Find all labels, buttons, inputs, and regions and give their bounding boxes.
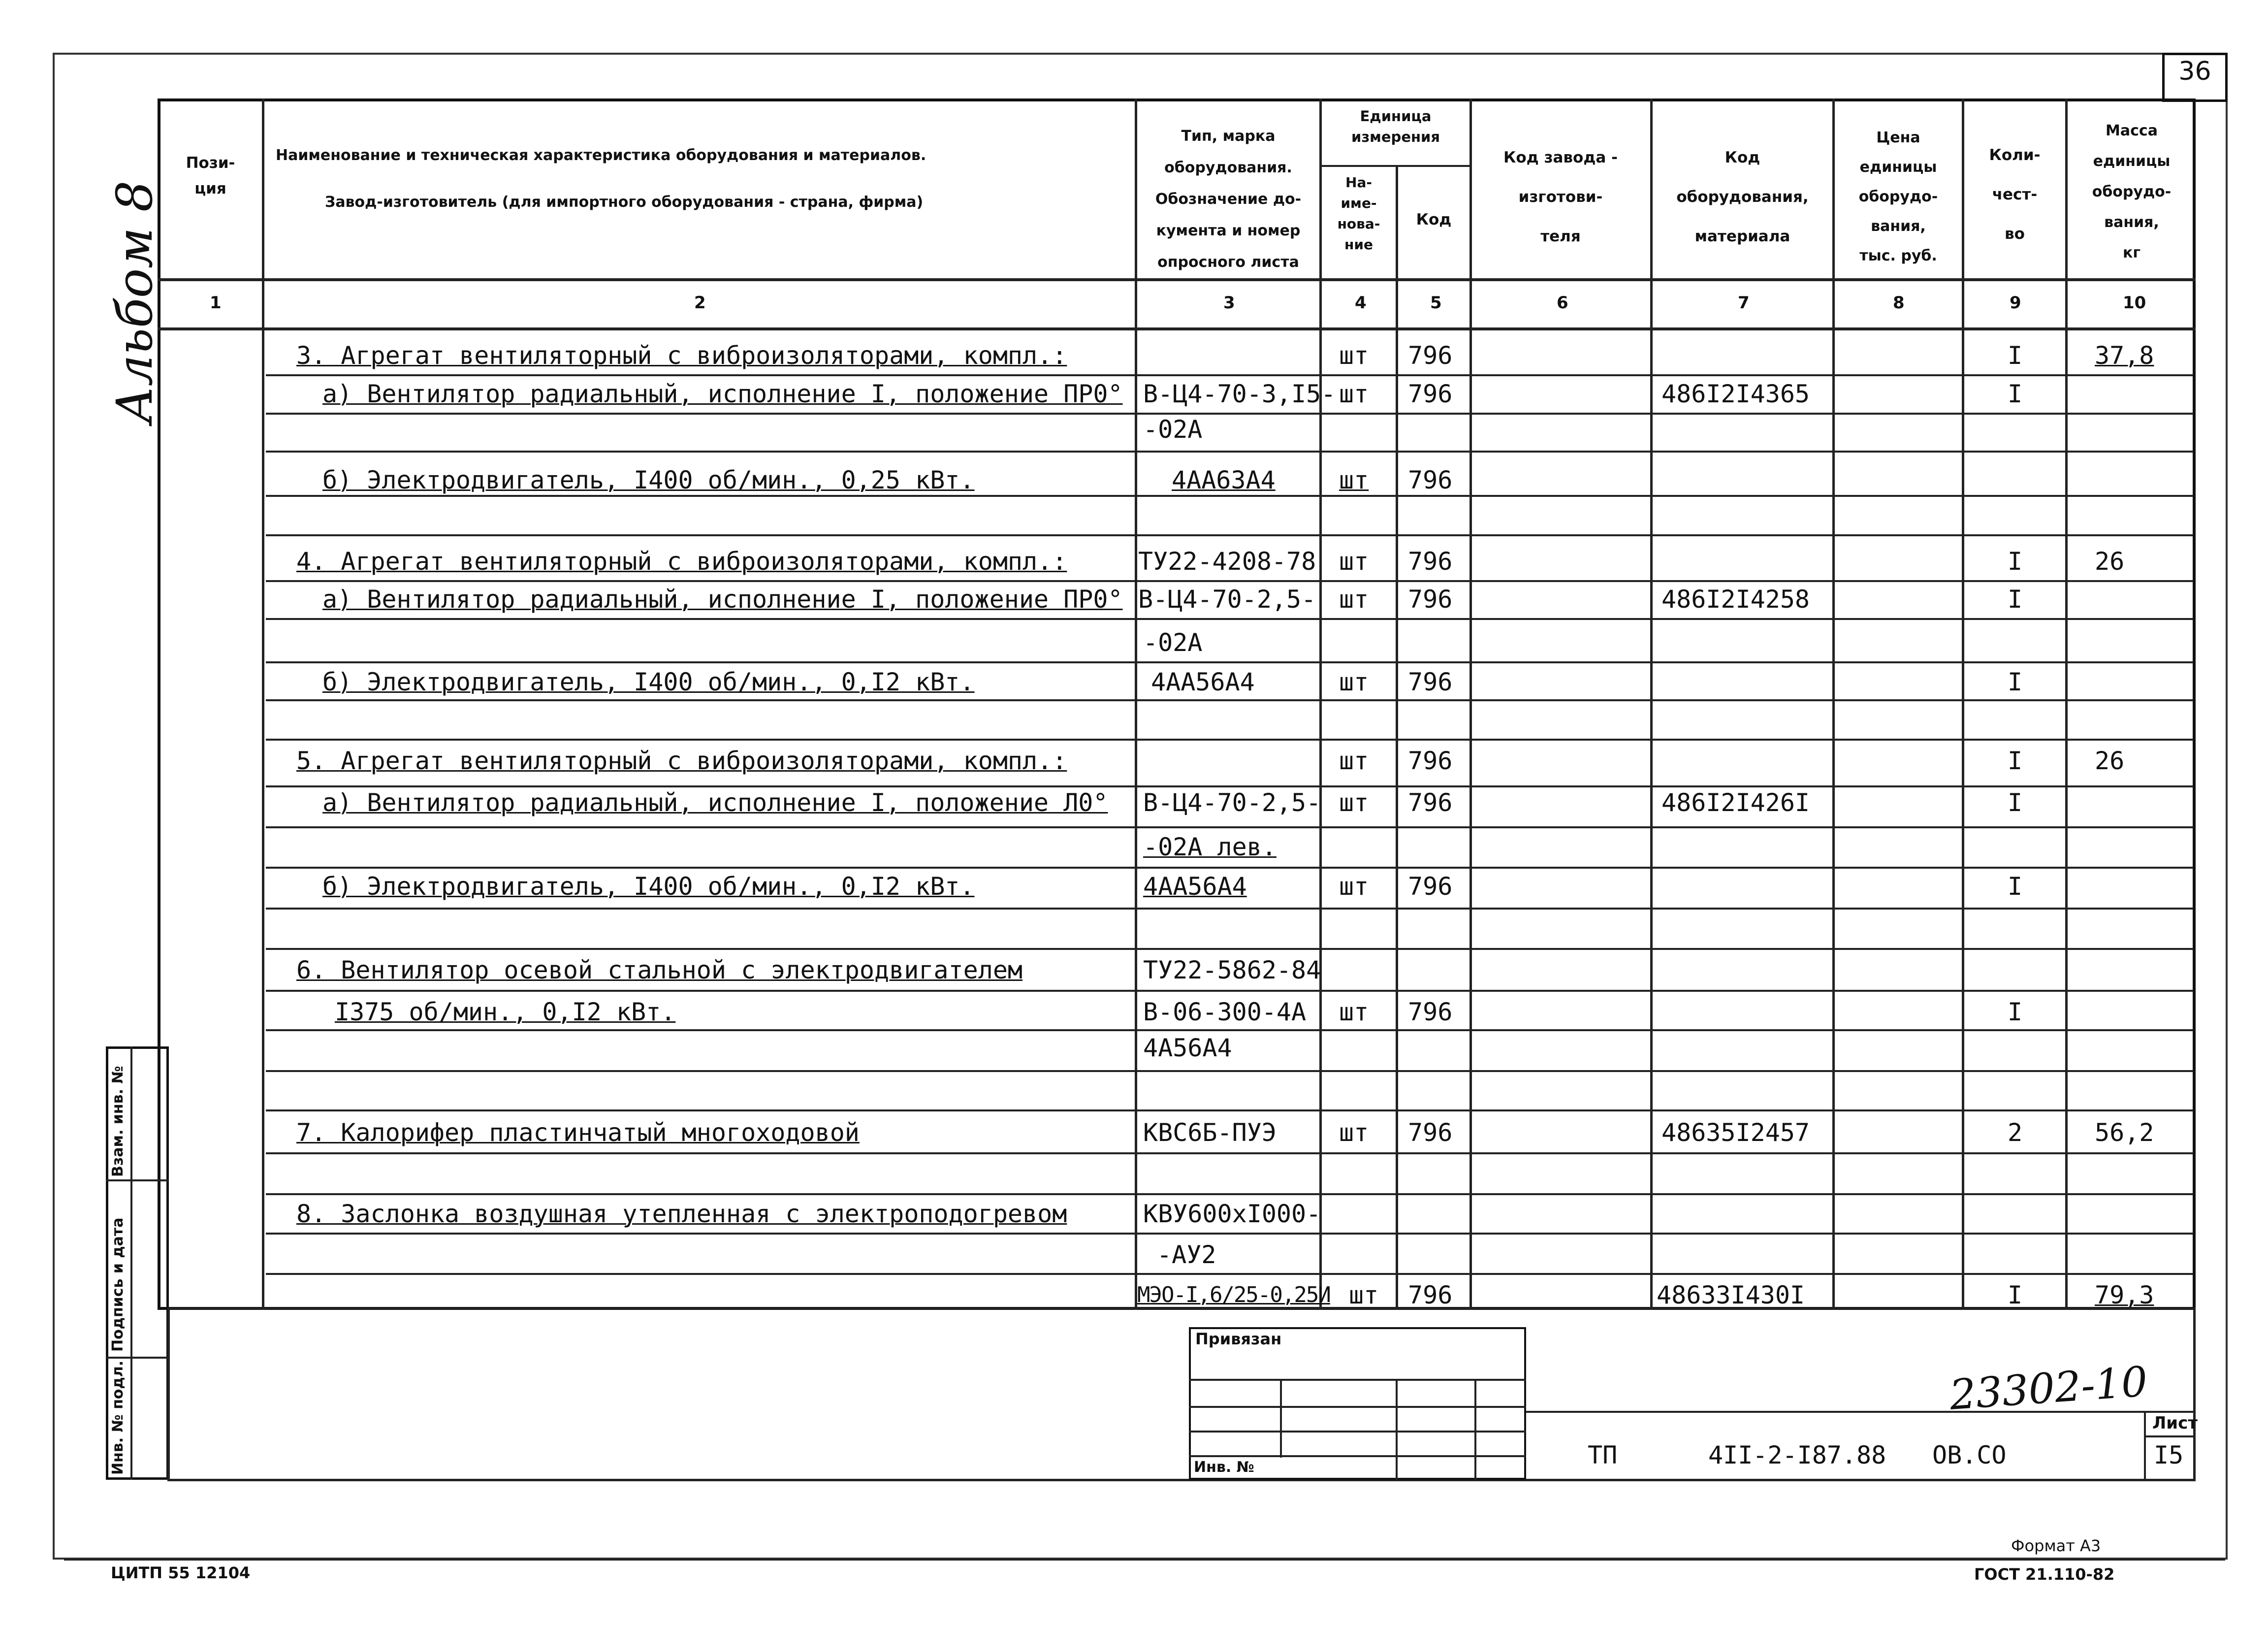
row-sep bbox=[266, 826, 2193, 828]
row-1-unit: шт bbox=[1339, 380, 1369, 408]
row-2-type: -02А bbox=[1143, 415, 1203, 444]
row-3-unit: шт bbox=[1339, 466, 1369, 494]
row-sep bbox=[266, 1029, 2193, 1031]
row-8-qty: I bbox=[2008, 747, 2023, 775]
row-sep bbox=[266, 1070, 2193, 1072]
row-4-unit: шт bbox=[1339, 547, 1369, 576]
row-sep bbox=[266, 908, 2193, 910]
row-15-code: 796 bbox=[1408, 1118, 1453, 1147]
row-sep bbox=[266, 534, 2193, 536]
header-mass: Масса единицы оборудо- вания, кг bbox=[2092, 122, 2172, 261]
sheet-label: Лист bbox=[2152, 1413, 2198, 1433]
title-block-right bbox=[2193, 1307, 2196, 1480]
row-sep bbox=[266, 1193, 2193, 1195]
header-name-line1: Наименование и техническая характеристика оборудования и материалов. bbox=[276, 147, 926, 164]
row-9-code: 796 bbox=[1408, 788, 1453, 817]
section-code: ОВ.СО bbox=[1932, 1441, 2007, 1469]
row-9-unit: шт bbox=[1339, 788, 1369, 817]
row-13-qty: I bbox=[2008, 998, 2023, 1026]
row-sep bbox=[266, 990, 2193, 992]
row-6-type: -02А bbox=[1143, 628, 1203, 657]
unit-group-divider bbox=[1319, 165, 1469, 167]
privyazan-div bbox=[1474, 1379, 1476, 1480]
col-divider-1 bbox=[262, 98, 264, 1310]
project-number: 4II-2-I87.88 bbox=[1708, 1441, 1886, 1469]
footer-citp: ЦИТП 55 12104 bbox=[111, 1564, 251, 1582]
row-4-code: 796 bbox=[1408, 547, 1453, 576]
row-0-code: 796 bbox=[1408, 341, 1453, 370]
row-10-type: -02А лев. bbox=[1143, 833, 1277, 861]
header-price: Цена единицы оборудо- вания, тыс. руб. bbox=[1858, 129, 1938, 264]
row-15-type: КВС6Б-ПУЭ bbox=[1143, 1118, 1277, 1147]
row-18-equip: 48633I430I bbox=[1657, 1281, 1805, 1309]
row-sep bbox=[266, 374, 2193, 376]
row-7-unit: шт bbox=[1339, 668, 1369, 696]
row-8-unit: шт bbox=[1339, 747, 1369, 775]
row-18-qty: I bbox=[2008, 1281, 2023, 1309]
row-sep bbox=[266, 785, 2193, 787]
bottom-border bbox=[64, 1559, 2225, 1561]
header-bottom bbox=[158, 278, 2196, 281]
row-17-type: -АУ2 bbox=[1157, 1240, 1216, 1269]
sheet-number: I5 bbox=[2154, 1441, 2184, 1469]
col-divider-8 bbox=[1962, 98, 1964, 1310]
header-position: Пози- ция bbox=[186, 154, 235, 197]
row-9-name: а) Вентилятор радиальный, исполнение I, положение Л0° bbox=[322, 788, 1108, 817]
row-3-code: 796 bbox=[1408, 466, 1453, 494]
header-type: Тип, марка оборудования. Обозначение до- кумента и номер опросного листа bbox=[1155, 128, 1302, 271]
col-divider-7 bbox=[1832, 98, 1835, 1310]
row-15-qty: 2 bbox=[2008, 1118, 2023, 1147]
row-sep bbox=[266, 661, 2193, 663]
row-sep bbox=[266, 1152, 2193, 1154]
col-divider-9 bbox=[2065, 98, 2068, 1310]
row-15-equip: 48635I2457 bbox=[1661, 1118, 1810, 1147]
row-8-code: 796 bbox=[1408, 747, 1453, 775]
side-label-podpis: Подпись и дата bbox=[109, 1217, 127, 1352]
row-13-unit: шт bbox=[1339, 998, 1369, 1026]
row-18-mass: 79,3 bbox=[2095, 1281, 2154, 1309]
row-18-type: МЭО-I,6/25-0,25И bbox=[1137, 1282, 1330, 1307]
row-18-code: 796 bbox=[1408, 1281, 1453, 1309]
colnum-5: 5 bbox=[1430, 293, 1442, 313]
row-5-unit: шт bbox=[1339, 585, 1369, 614]
row-7-name: б) Электродвигатель, I400 об/мин., 0,I2 кВт. bbox=[322, 668, 975, 696]
row-7-type: 4АА56А4 bbox=[1151, 668, 1255, 696]
side-stamp-divider bbox=[130, 1046, 132, 1480]
colnum-2: 2 bbox=[694, 293, 706, 313]
row-5-equip: 486I2I4258 bbox=[1661, 585, 1810, 614]
header-name-line2: Завод-изготовитель (для импортного оборудования - страна, фирма) bbox=[325, 194, 924, 211]
col-divider-4 bbox=[1396, 165, 1398, 1310]
row-3-name: б) Электродвигатель, I400 об/мин., 0,25 кВт. bbox=[322, 466, 975, 494]
row-4-type: ТУ22-4208-78 bbox=[1138, 547, 1316, 576]
header-equip-code: Код оборудования, материала bbox=[1676, 149, 1809, 245]
row-4-name: 4. Агрегат вентиляторный с виброизоляторами, компл.: bbox=[296, 547, 1067, 576]
row-sep bbox=[266, 618, 2193, 620]
row-sep bbox=[266, 451, 2193, 453]
header-unit-name: На- име- нова- ние bbox=[1337, 174, 1380, 253]
title-block-bottom bbox=[167, 1479, 2196, 1481]
footer-gost: ГОСТ 21.110-82 bbox=[1974, 1565, 2115, 1584]
album-label: Альбом 8 bbox=[106, 180, 163, 424]
row-1-equip: 486I2I4365 bbox=[1661, 380, 1810, 408]
row-11-code: 796 bbox=[1408, 872, 1453, 901]
row-sep bbox=[266, 1233, 2193, 1235]
row-12-name: 6. Вентилятор осевой стальной с электродвигателем bbox=[296, 956, 1023, 984]
title-block-left bbox=[167, 1307, 170, 1480]
row-sep bbox=[266, 413, 2193, 415]
row-12-type: ТУ22-5862-84 bbox=[1143, 956, 1321, 984]
doc-number: 23302-10 bbox=[1948, 1357, 2149, 1419]
row-1-qty: I bbox=[2008, 380, 2023, 408]
header-unit-group: Единица измерения bbox=[1351, 108, 1440, 145]
side-stamp-sep bbox=[106, 1179, 169, 1181]
row-4-mass: 26 bbox=[2095, 547, 2125, 576]
row-0-qty: I bbox=[2008, 341, 2023, 370]
row-sep bbox=[266, 739, 2193, 741]
colnum-6: 6 bbox=[1557, 293, 1568, 313]
title-block-top bbox=[167, 1307, 2196, 1309]
row-11-name: б) Электродвигатель, I400 об/мин., 0,I2 кВт. bbox=[322, 872, 975, 901]
col-divider-5 bbox=[1469, 98, 1472, 1310]
row-8-mass: 26 bbox=[2095, 747, 2125, 775]
row-5-type: В-Ц4-70-2,5- bbox=[1138, 585, 1316, 614]
row-0-name: 3. Агрегат вентиляторный с виброизоляторами, компл.: bbox=[296, 341, 1067, 370]
row-16-type: КВУ600хI000- bbox=[1143, 1200, 1321, 1228]
footer-format: Формат А3 bbox=[2011, 1536, 2101, 1555]
colnum-1: 1 bbox=[210, 293, 222, 313]
colnum-8: 8 bbox=[1893, 293, 1905, 313]
side-stamp-sep bbox=[106, 1357, 169, 1359]
row-1-type: В-Ц4-70-3,I5- bbox=[1143, 380, 1336, 408]
privyazan-div bbox=[1396, 1379, 1398, 1480]
col-divider-6 bbox=[1650, 98, 1653, 1310]
row-18-unit: шт bbox=[1349, 1281, 1379, 1309]
col-divider-2 bbox=[1135, 98, 1137, 1310]
row-4-qty: I bbox=[2008, 547, 2023, 576]
col-divider-3 bbox=[1319, 98, 1322, 1310]
sheet-box-divider bbox=[2144, 1411, 2146, 1480]
sheet-box-line bbox=[2144, 1435, 2196, 1437]
row-8-name: 5. Агрегат вентиляторный с виброизоляторами, компл.: bbox=[296, 747, 1067, 775]
row-1-code: 796 bbox=[1408, 380, 1453, 408]
row-7-code: 796 bbox=[1408, 668, 1453, 696]
row-sep bbox=[266, 699, 2193, 701]
row-11-qty: I bbox=[2008, 872, 2023, 901]
privyazan-div bbox=[1280, 1379, 1282, 1458]
row-14-type: 4А56А4 bbox=[1143, 1034, 1232, 1062]
row-11-type: 4АА56А4 bbox=[1143, 872, 1247, 901]
row-sep bbox=[266, 948, 2193, 950]
row-13-type: В-06-300-4А bbox=[1143, 998, 1307, 1026]
row-sep bbox=[266, 867, 2193, 869]
colnum-3: 3 bbox=[1223, 293, 1235, 313]
row-5-qty: I bbox=[2008, 585, 2023, 614]
row-sep bbox=[266, 580, 2193, 582]
row-15-name: 7. Калорифер пластинчатый многоходовой bbox=[296, 1118, 860, 1147]
header-quantity: Коли- чест- во bbox=[1989, 146, 2041, 243]
row-sep bbox=[266, 1273, 2193, 1275]
title-block-line bbox=[1526, 1411, 2196, 1413]
header-unit-code: Код bbox=[1416, 211, 1452, 228]
colnum-4: 4 bbox=[1355, 293, 1367, 313]
colnum-bottom bbox=[158, 327, 2196, 330]
row-sep bbox=[266, 1109, 2193, 1111]
row-15-unit: шт bbox=[1339, 1118, 1369, 1147]
row-15-mass: 56,2 bbox=[2095, 1118, 2154, 1147]
colnum-9: 9 bbox=[2010, 293, 2021, 313]
row-7-qty: I bbox=[2008, 668, 2023, 696]
colnum-7: 7 bbox=[1738, 293, 1750, 313]
side-label-vzam: Взам. инв. № bbox=[109, 1066, 127, 1177]
colnum-10: 10 bbox=[2123, 293, 2146, 313]
row-5-name: а) Вентилятор радиальный, исполнение I, положение ПР0° bbox=[322, 585, 1123, 614]
row-9-qty: I bbox=[2008, 788, 2023, 817]
header-factory-code: Код завода - изготови- теля bbox=[1503, 149, 1618, 245]
row-13-name: I375 об/мин., 0,I2 кВт. bbox=[335, 998, 676, 1026]
row-13-code: 796 bbox=[1408, 998, 1453, 1026]
row-0-mass: 37,8 bbox=[2095, 341, 2154, 370]
inv-no-label: Инв. № bbox=[1194, 1459, 1254, 1476]
row-9-type: В-Ц4-70-2,5- bbox=[1143, 788, 1321, 817]
row-sep bbox=[266, 495, 2193, 497]
side-label-inv-podl: Инв. № подл. bbox=[109, 1360, 127, 1475]
row-11-unit: шт bbox=[1339, 872, 1369, 901]
tp-label: ТП bbox=[1588, 1441, 1618, 1469]
row-1-name: а) Вентилятор радиальный, исполнение I, положение ПР0° bbox=[322, 380, 1123, 408]
row-3-type: 4АА63А4 bbox=[1172, 466, 1276, 494]
row-16-name: 8. Заслонка воздушная утепленная с электроподогревом bbox=[296, 1200, 1067, 1228]
row-0-unit: шт bbox=[1339, 341, 1369, 370]
row-5-code: 796 bbox=[1408, 585, 1453, 614]
page-number: 36 bbox=[2178, 57, 2211, 86]
row-9-equip: 486I2I426I bbox=[1661, 788, 1810, 817]
privyazan-label: Привязан bbox=[1195, 1330, 1282, 1348]
